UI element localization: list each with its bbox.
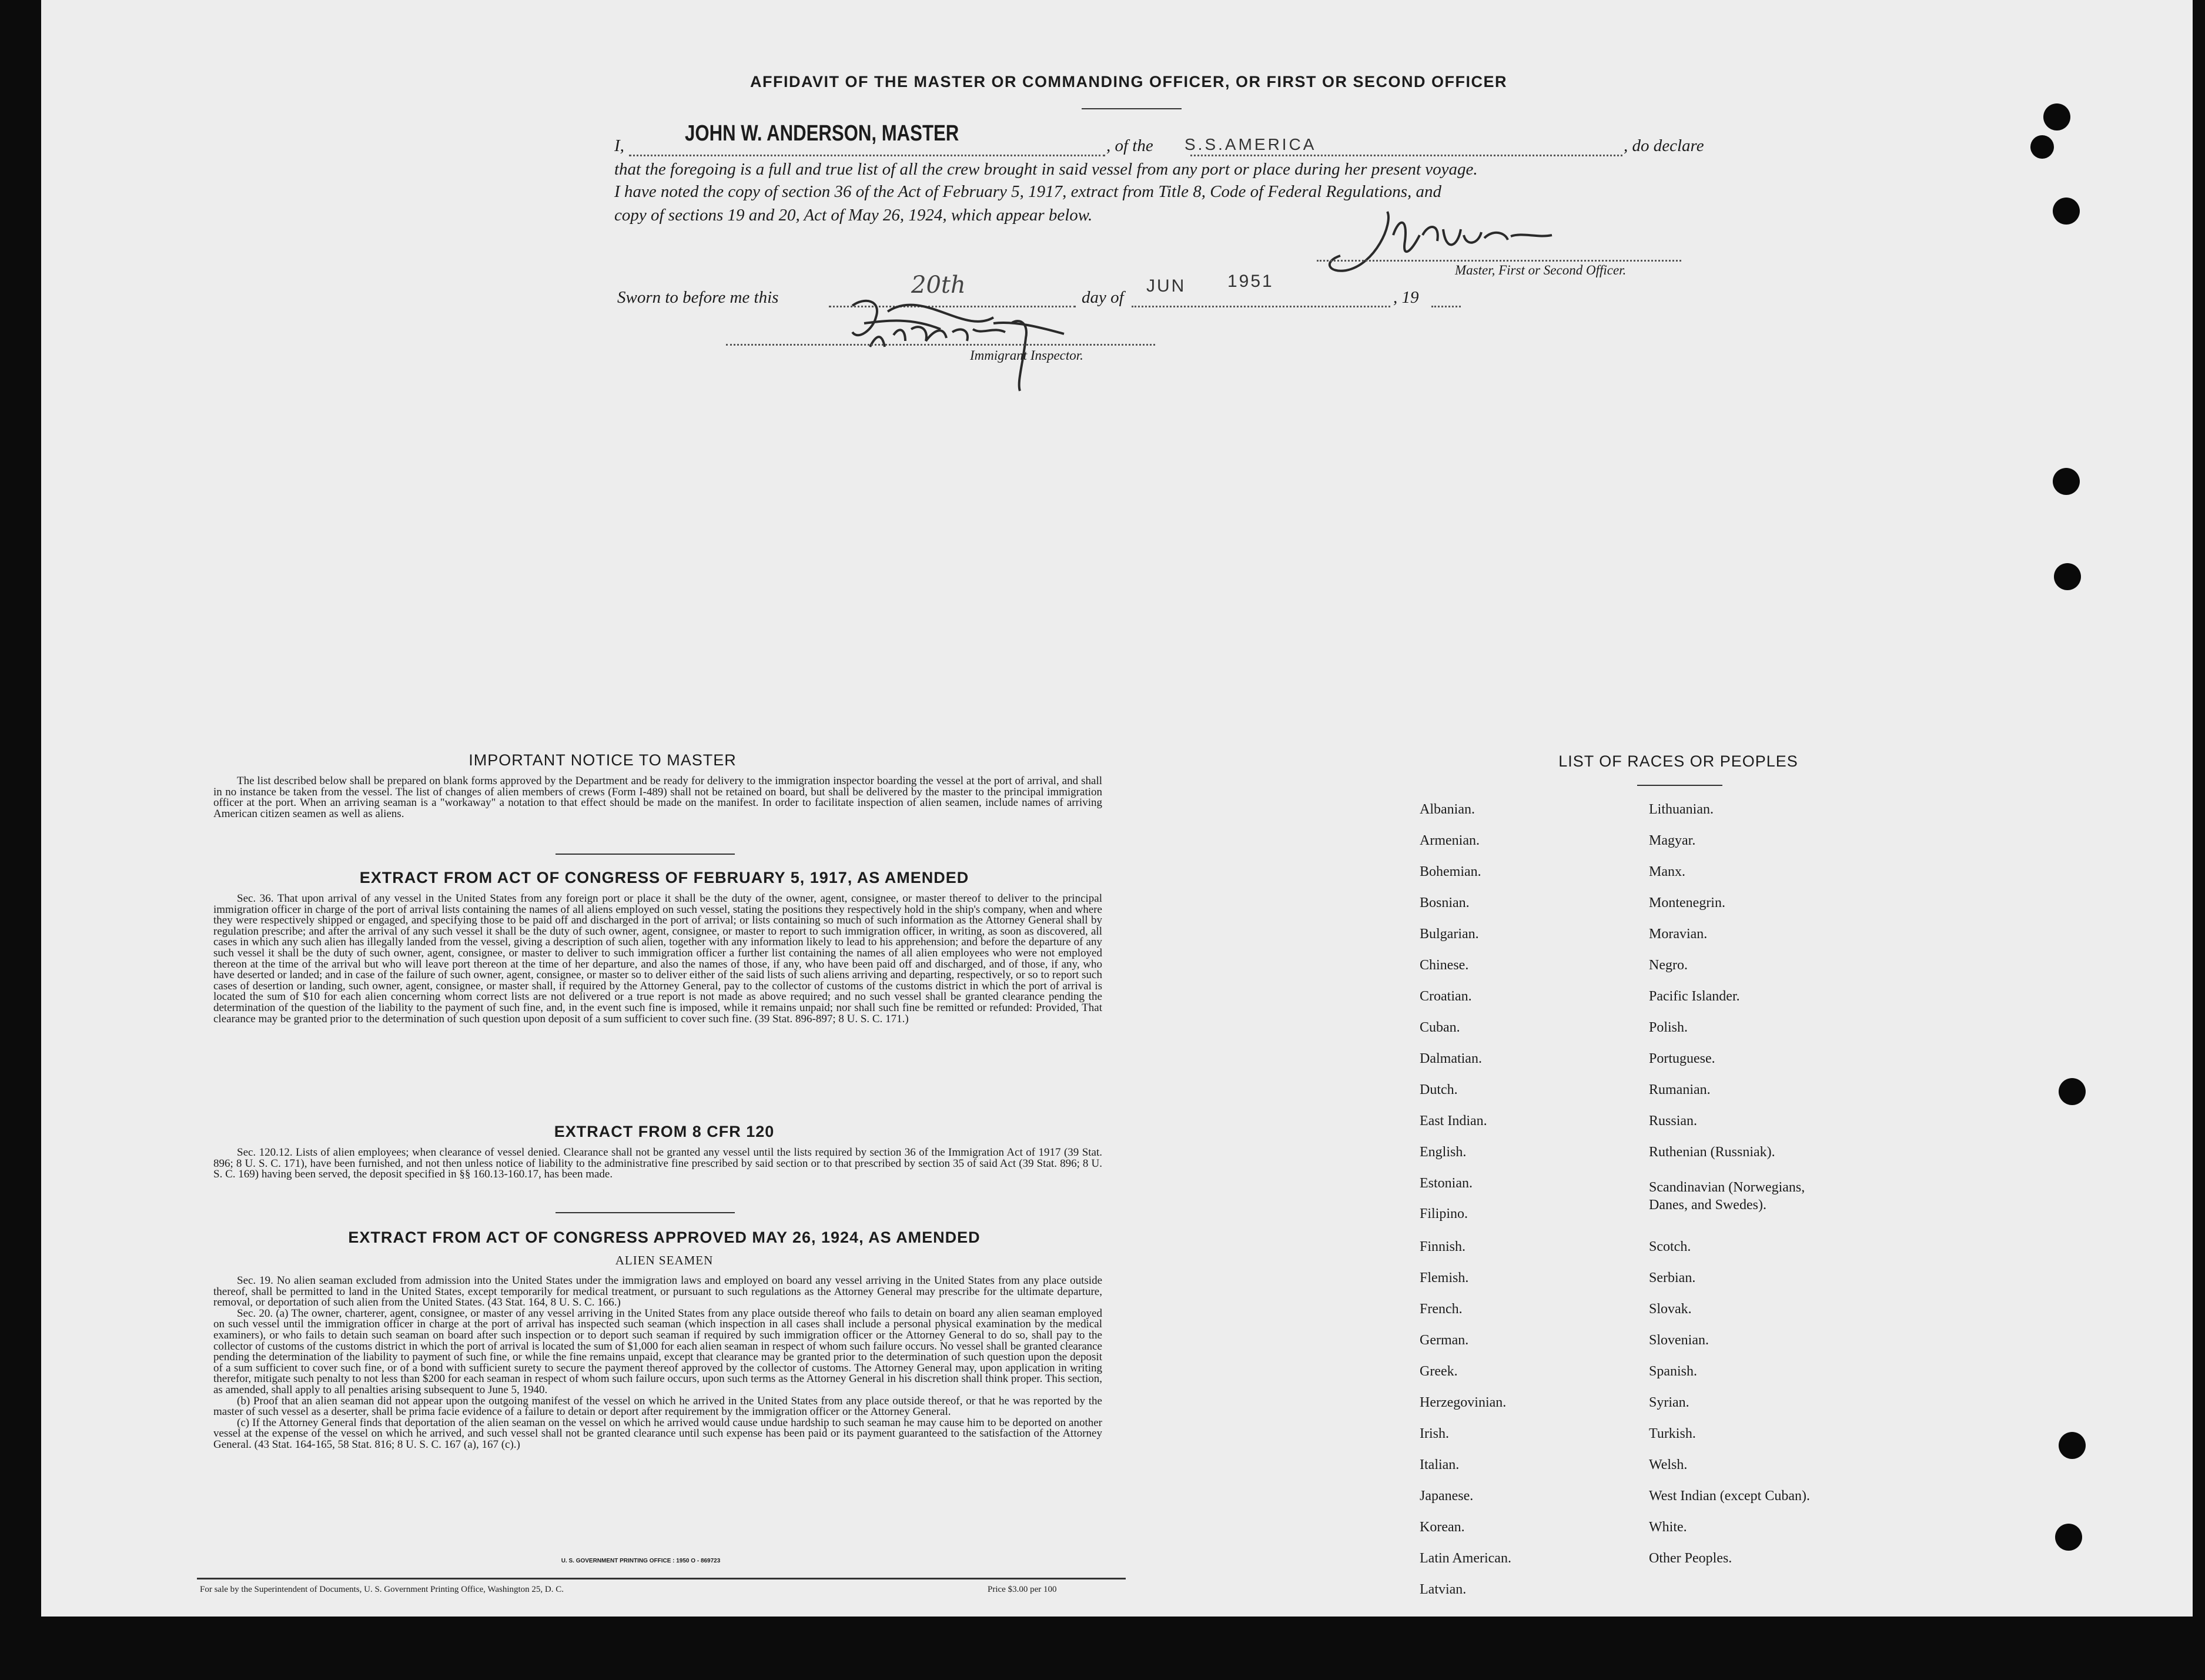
sec-36-paragraph: Sec. 36. That upon arrival of any vessel in the United States from any foreign port or place it shall be the duty of the owner, agent, consignee, or master thereof to deliver to the principal immigration officer in charge of the port of arrival lists containing the names of all aliens employed on such vessel, stating the positions they respectively hold in the ship's company, when and where they were respectively shipped or engaged, and specifying those to be paid off and discharged in the port of arrival; or lists containing so much of such information as the Attorney General shall by regulation prescribe; and after the arrival of any such vessel it shall be the duty of such owner, agent, consignee, or master to report to such immigration officer, in writing, as soon as discovered, all cases in which any such alien has illegally landed from the vessel, giving a description of such alien, together with any information likely to lead to his apprehension; and before the departure of any such vessel it shall be the duty of such owner, agent, consignee, or master to deliver to such immigration officer a further list containing the names of all alien employees who were not employed thereon at the time of the arrival but who will leave port thereon at the time of her departure, and also the names of those, if any, who have been paid off and discharged, and of those, if any, who have deserted or landed; and in case of the failure of such owner, agent, consignee, or master so to deliver either of the said lists of such aliens arriving and departing, respectively, or so to report such cases of desertion or landing, such owner, agent, consignee, or master shall, if required by the Attorney General, pay to the collector of customs of the customs district in which the port of arrival is located the sum of $10 for each alien concerning whom correct lists are not delivered or a true report is not made as above required; and no such vessel shall be granted clearance pending the determination of the question of the liability to the payment of such fine, and, in the event such fine is imposed, while it remains unpaid; nor shall such fine be remitted or refunded: Provided, That clearance may be granted prior to the determination of such question upon deposit of a sum sufficient to cover such fine. (39 Stat. 896-897; 8 U. S. C. 171.): [213, 892, 1102, 1025]
footer-rule: [197, 1578, 1126, 1579]
year-prefix: , 19: [1393, 288, 1419, 307]
punch-hole: [2054, 563, 2081, 590]
extract-1924-text: [213, 1276, 1102, 1451]
race-item-left: Bohemian.: [1420, 864, 1481, 879]
affidavit-body-line2: I have noted the copy of section 36 of the Act of February 5, 1917, extract from Title 8, Code of Federal Regulations, and: [614, 182, 1442, 201]
race-item-right: West Indian (except Cuban).: [1649, 1488, 1810, 1504]
races-title: LIST OF RACES OR PEOPLES: [1558, 752, 1798, 770]
footer-right: Price $3.00 per 100: [988, 1585, 1057, 1594]
extract-1917-text: [213, 893, 1102, 1025]
race-item-left: Dalmatian.: [1420, 1051, 1482, 1066]
race-item-left: French.: [1420, 1301, 1463, 1317]
race-item-left: Irish.: [1420, 1426, 1449, 1441]
affidavit-title: AFFIDAVIT OF THE MASTER OR COMMANDING OFFICER, OR FIRST OR SECOND OFFICER: [750, 73, 1507, 91]
race-item-left: Filipino.: [1420, 1206, 1468, 1221]
sec-120-12-paragraph: Sec. 120.12. Lists of alien employees; when clearance of vessel denied. Clearance shall not be granted any vessel until the lists required by section 36 of the Immigration Act of 1917 (39 Stat. 896; 8 U. S. C. 171), have been furnished, and not then unless notice of liability to the administrative fine prescribed by said section or to that prescribed by section 35 of said Act (39 Stat. 896; 8 U. S. C. 169) having been served, the deposit specified in §§ 160.13-160.17, has been made.: [213, 1146, 1102, 1181]
i-word: I,: [614, 136, 624, 155]
sworn-day: 20th: [911, 272, 966, 299]
race-item-right: Other Peoples.: [1649, 1551, 1732, 1566]
sworn-text: Sworn to before me this: [617, 288, 779, 307]
race-item-left: Armenian.: [1420, 833, 1480, 848]
year-line: [1431, 306, 1461, 307]
master-caption: Master, First or Second Officer.: [1455, 263, 1627, 277]
race-item-left: Flemish.: [1420, 1270, 1469, 1286]
extract-1917-title: EXTRACT FROM ACT OF CONGRESS OF FEBRUARY 5, 1917, AS AMENDED: [359, 869, 969, 886]
sworn-month-line: [1132, 306, 1390, 307]
cfr-title: EXTRACT FROM 8 CFR 120: [554, 1123, 775, 1140]
race-item-right: Russian.: [1649, 1113, 1698, 1129]
vessel-name-line: [1190, 155, 1622, 156]
of-the-text: , of the: [1106, 136, 1153, 155]
punch-hole: [2030, 135, 2054, 159]
race-item-left: Greek.: [1420, 1364, 1458, 1379]
race-item-left: Estonian.: [1420, 1176, 1473, 1191]
extract-1924-title: EXTRACT FROM ACT OF CONGRESS APPROVED MAY 26, 1924, AS AMENDED: [348, 1229, 981, 1246]
race-item-right: Moravian.: [1649, 926, 1708, 942]
do-declare-text: , do declare: [1624, 136, 1704, 155]
punch-hole: [2053, 468, 2080, 495]
punch-hole: [2043, 103, 2070, 130]
race-item-left: English.: [1420, 1144, 1467, 1160]
race-item-left: Cuban.: [1420, 1020, 1460, 1035]
race-item-right: White.: [1649, 1520, 1687, 1535]
notice-text: [213, 776, 1102, 819]
race-item-right: Pacific Islander.: [1649, 989, 1740, 1004]
footer-left: For sale by the Superintendent of Documents, U. S. Government Printing Office, Washington 25, D. C.: [200, 1585, 564, 1594]
race-item-right: Turkish.: [1649, 1426, 1696, 1441]
race-item-left: Herzegovinian.: [1420, 1395, 1507, 1410]
race-item-left: Bosnian.: [1420, 895, 1470, 911]
race-item-right: Welsh.: [1649, 1457, 1688, 1472]
inspector-signature-line: [726, 344, 1155, 346]
race-item-right: Ruthenian (Russniak).: [1649, 1144, 1775, 1160]
day-of-text: day of: [1082, 288, 1124, 307]
race-item-right: Polish.: [1649, 1020, 1688, 1035]
race-item-right: Serbian.: [1649, 1270, 1696, 1286]
printing-office-line: U. S. GOVERNMENT PRINTING OFFICE : 1950 O - 869723: [561, 1558, 721, 1564]
race-item-left: Albanian.: [1420, 802, 1475, 817]
notice-title: IMPORTANT NOTICE TO MASTER: [469, 751, 737, 769]
inspector-caption: Immigrant Inspector.: [970, 348, 1083, 363]
punch-hole: [2053, 198, 2080, 225]
cfr-rule: [556, 1212, 735, 1213]
race-item-left: Finnish.: [1420, 1239, 1466, 1254]
vessel-name: S.S.AMERICA: [1185, 135, 1317, 153]
title-rule: [1082, 108, 1182, 109]
race-item-right: Syrian.: [1649, 1395, 1689, 1410]
notice-rule: [556, 854, 735, 855]
race-item-left: Latin American.: [1420, 1551, 1511, 1566]
extract-1924-subtitle: ALIEN SEAMEN: [615, 1253, 714, 1267]
race-item-left: Japanese.: [1420, 1488, 1474, 1504]
race-item-right: Scotch.: [1649, 1239, 1691, 1254]
race-item-right: Portuguese.: [1649, 1051, 1715, 1066]
sec-20c-paragraph: (c) If the Attorney General finds that deportation of the alien seaman on the vessel on which he arrived would cause undue hardship to such seaman he may cause him to be deported on another vessel at the expense of the vessel on which he arrived, and such vessel shall not be granted clearance until such expense has been paid or its payment guaranteed to the satisfaction of the Attorney General. (43 Stat. 164-165, 58 Stat. 816; 8 U. S. C. 167 (a), 167 (c).): [213, 1416, 1102, 1451]
master-signature-line: [1317, 260, 1681, 262]
race-item-right: Manx.: [1649, 864, 1685, 879]
race-item-right: Negro.: [1649, 958, 1688, 973]
race-item-right: Scandinavian (Norwegians, Danes, and Swedes).: [1649, 1180, 1805, 1213]
sec-20b-paragraph: (b) Proof that an alien seaman did not appear upon the outgoing manifest of the vessel on which he arrived in the United States from any place outside thereof, or that he was reported by the master of such vessel as a deserter, shall be prima facie evidence of a failure to detain or deport after requirement by the immigration officer or the Attorney General.: [213, 1394, 1102, 1418]
race-item-right: Slovenian.: [1649, 1333, 1709, 1348]
master-name: JOHN W. ANDERSON, MASTER: [685, 121, 959, 146]
cfr-text: [213, 1147, 1102, 1180]
race-item-right: Spanish.: [1649, 1364, 1698, 1379]
race-item-right: Lithuanian.: [1649, 802, 1714, 817]
race-item-left: Italian.: [1420, 1457, 1460, 1472]
form-sheet: [41, 0, 2193, 1617]
race-item-right: Slovak.: [1649, 1301, 1692, 1317]
race-item-left: Dutch.: [1420, 1082, 1458, 1097]
sec-19-paragraph: Sec. 19. No alien seaman excluded from admission into the United States under the immigration laws and employed on board any vessel arriving in the United States from any place outside thereof, shall be permitted to land in the United States, except temporarily for medical treatment, or pursuant to such regulations as the Attorney General may prescribe for the ultimate departure, removal, or deportation of such alien from the United States. (43 Stat. 164, 8 U. S. C. 166.): [213, 1274, 1102, 1309]
sworn-month: JUN: [1146, 276, 1186, 296]
races-rule: [1637, 785, 1722, 786]
race-item-right: Magyar.: [1649, 833, 1696, 848]
race-item-left: German.: [1420, 1333, 1469, 1348]
race-item-left: Latvian.: [1420, 1582, 1467, 1597]
master-name-line: [629, 155, 1105, 156]
inspector-signature: [817, 265, 1111, 394]
sec-20a-paragraph: Sec. 20. (a) The owner, charterer, agent, consignee, or master of any vessel arriving in the United States from any place outside thereof who fails to detain on board any alien seaman employed on such vessel until the immigration officer in charge at the port of arrival has inspected such seaman (which inspection in all cases shall include a personal physical examination by the medical examiners), or who fails to detain such seaman on board after such inspection or to deport such seaman if required by such immigration officer or the Attorney General to do so, shall pay to the collector of customs of the customs district in which the port of arrival is located the sum of $1,000 for each alien seaman in respect of whom such failure occurs. No vessel shall be granted clearance pending the determination of the liability to payment of such fine, or while the fine remains unpaid, except that clearance may be granted prior to the determination of such question upon the deposit of a sum sufficient to cover such fine, or of a bond with sufficient surety to secure the payment thereof approved by the collector of customs. The Attorney General may, upon application in writing therefor, mitigate such penalty to not less than $200 for each seaman in respect of whom such failure occurs, upon such terms as the Attorney General in his discretion shall think proper. This section, as amended, shall apply to all penalties arising subsequent to June 5, 1940.: [213, 1307, 1102, 1396]
punch-hole: [2055, 1524, 2082, 1551]
affidavit-body-line3: copy of sections 19 and 20, Act of May 26, 1924, which appear below.: [614, 206, 1093, 225]
race-item-left: Chinese.: [1420, 958, 1469, 973]
race-item-left: Korean.: [1420, 1520, 1465, 1535]
notice-paragraph: The list described below shall be prepared on blank forms approved by the Department and be ready for delivery to the immigration inspector boarding the vessel at the port of arrival, and shall in no instance be taken from the vessel. The list of changes of alien members of crews (Form I-489) shall not be retained on board, but shall be delivered by the master to the principal immigration officer at the port. When an arriving seaman is a "workaway" a notation to that effect should be made on the manifest. In order to facilitate inspection of alien seamen, include names of arriving American citizen seamen as well as aliens.: [213, 775, 1102, 820]
race-item-right: Montenegrin.: [1649, 895, 1725, 911]
race-item-right: Rumanian.: [1649, 1082, 1711, 1097]
race-item-left: Croatian.: [1420, 989, 1472, 1004]
race-item-left: East Indian.: [1420, 1113, 1487, 1129]
punch-hole: [2059, 1432, 2086, 1459]
sworn-year: 1951: [1227, 272, 1274, 291]
punch-hole: [2059, 1078, 2086, 1105]
affidavit-body-line1: that the foregoing is a full and true list of all the crew brought in said vessel from any port or place during her present voyage.: [614, 160, 1478, 179]
race-item-left: Bulgarian.: [1420, 926, 1479, 942]
